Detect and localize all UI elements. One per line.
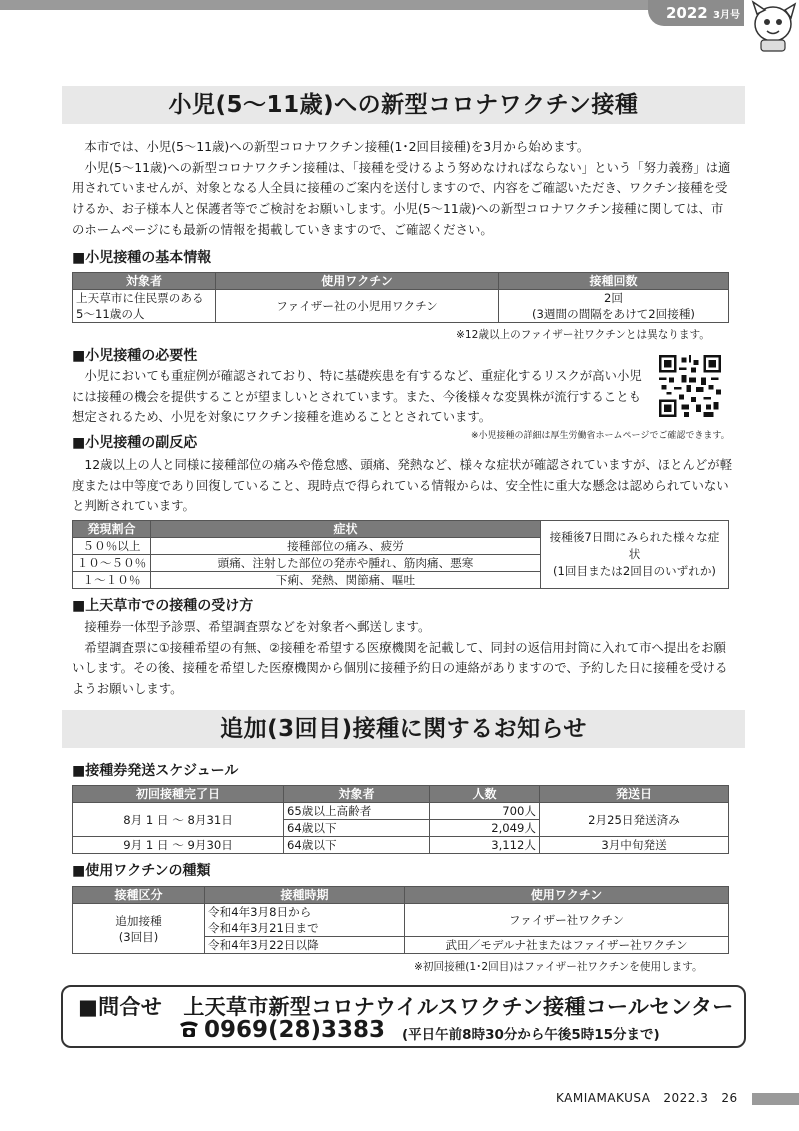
basic-info-table xyxy=(72,272,729,323)
phone-icon xyxy=(178,1019,200,1039)
vaccine-cell: 武田／モデルナ社またはファイザー社ワクチン xyxy=(405,937,729,954)
necessity-heading: ■小児接種の必要性 xyxy=(72,348,198,364)
side-effects-note-cell: 接種後7日間にみられた様々な症状 (1回目または2回目のいずれか) xyxy=(541,521,729,589)
vaccine-cell: ファイザー社ワクチン xyxy=(405,904,729,937)
basic-info-note: ※12歳以上のファイザー社ワクチンとは異なります。 xyxy=(456,329,710,341)
magazine-name: KAMIAMAKUSA xyxy=(556,1091,651,1105)
target-cell: 64歳以下 xyxy=(284,837,430,854)
side-effects-table xyxy=(72,520,729,589)
target-cell: 64歳以下 xyxy=(284,820,430,837)
table-header: 使用ワクチン xyxy=(405,887,729,904)
basic-info-heading: ■小児接種の基本情報 xyxy=(72,250,212,266)
table-header: 症状 xyxy=(151,521,541,538)
rate-cell: １〜１０％ xyxy=(73,572,151,589)
table-header: 接種回数 xyxy=(499,273,729,290)
table-header: 対象者 xyxy=(73,273,216,290)
receive-text: 接種券一体型予診票、希望調査票などを対象者へ郵送します。 希望調査票に①接種希望の有無、②接種を希望する医療機関を記載して、同封の返信用封筒に入れて市へ提出をお願いします。その後、接種を希望した医療機関から個別に接種予約日の連絡がありますので、予約した日に接種を受けるようお願いします。 xyxy=(72,619,728,697)
table-header: 発現割合 xyxy=(73,521,151,538)
vaccine-type-heading: ■使用ワクチンの種類 xyxy=(72,863,211,879)
count-cell: 700人 xyxy=(430,803,540,820)
vaccine-type-note: ※初回接種(1･2回目)はファイザー社ワクチンを使用します。 xyxy=(414,961,703,973)
send-date-cell: 3月中旬発送 xyxy=(540,837,729,854)
contact-title: ■問合せ 上天草市新型コロナウイルスワクチン接種コールセンター xyxy=(78,995,734,1019)
contact-phone: 0969(28)3383 xyxy=(178,1017,385,1043)
symptom-cell: 頭痛、注射した部位の発赤や腫れ、筋肉痛、悪寒 xyxy=(151,555,541,572)
schedule-table xyxy=(72,785,729,854)
target-cell: 上天草市に住民票のある 5〜11歳の人 xyxy=(73,290,216,323)
mascot-icon xyxy=(745,0,799,52)
rate-cell: ５０％以上 xyxy=(73,538,151,555)
necessity-note: ※小児接種の詳細は厚生労働省ホームページでご確認できます。 xyxy=(471,431,730,441)
section-title: 追加(3回目)接種に関するお知らせ xyxy=(62,710,745,748)
table-header: 発送日 xyxy=(540,786,729,803)
issue-label: 2022 3月号 xyxy=(666,4,740,22)
period-cell: 令和4年3月22日以降 xyxy=(205,937,405,954)
symptom-cell: 接種部位の痛み、疲労 xyxy=(151,538,541,555)
period-cell: 令和4年3月8日から 令和4年3月21日まで xyxy=(205,904,405,937)
section-title: 小児(5〜11歳)への新型コロナワクチン接種 xyxy=(62,86,745,124)
qr-code-icon xyxy=(659,355,721,417)
table-header: 接種区分 xyxy=(73,887,205,904)
table-header: 接種時期 xyxy=(205,887,405,904)
issue-date: 2022.3 xyxy=(663,1091,709,1105)
intro-text: 本市では、小児(5〜11歳)への新型コロナワクチン接種(1･2回目接種)を3月から始めます。 小児(5〜11歳)への新型コロナワクチン接種は、「接種を受けるよう努めなければならない」という「努力義務」は適用されていませんが、対象となる人全員に接種のご案内を送付しますので、内容をご確認いただき、ワクチン接種を受けるか、お子様本人と保護者等でご検討をお願いします。小児(5〜11歳)への新型コロナワクチン接種に関しては、市のホームページにも最新の情報を掲載していきますので、ご確認ください。 xyxy=(72,139,731,237)
table-header: 対象者 xyxy=(284,786,430,803)
receive-heading: ■上天草市での接種の受け方 xyxy=(72,598,254,614)
count-cell: 3,112人 xyxy=(430,837,540,854)
table-header: 使用ワクチン xyxy=(216,273,499,290)
rate-cell: １０〜５０％ xyxy=(73,555,151,572)
necessity-text: 小児においても重症例が確認されており、特に基礎疾患を有するなど、重症化するリスクが高い小児には接種の機会を提供することが望ましいとされています。また、今後様々な変異株が流行することも想定されるため、小児を対象にワクチン接種を進めることとされています。 xyxy=(72,368,642,425)
side-effects-heading: ■小児接種の副反応 xyxy=(72,435,198,451)
period-cell: 9月 1 日 〜 9月30日 xyxy=(73,837,284,854)
category-cell: 追加接種 (3回目) xyxy=(73,904,205,954)
table-header: 人数 xyxy=(430,786,540,803)
target-cell: 65歳以上高齢者 xyxy=(284,803,430,820)
table-header: 初回接種完了日 xyxy=(73,786,284,803)
footer xyxy=(556,1091,738,1105)
send-date-cell: 2月25日発送済み xyxy=(540,803,729,837)
schedule-heading: ■接種券発送スケジュール xyxy=(72,763,239,779)
footer-bar xyxy=(752,1093,799,1105)
header-bar xyxy=(0,0,680,10)
vaccine-type-table xyxy=(72,886,729,954)
count-cell: 2回 (3週間の間隔をあけて2回接種) xyxy=(499,290,729,323)
contact-hours: (平日午前8時30分から午後5時15分まで) xyxy=(402,1027,660,1043)
period-cell: 8月 1 日 〜 8月31日 xyxy=(73,803,284,837)
vaccine-cell: ファイザー社の小児用ワクチン xyxy=(216,290,499,323)
page-number: 26 xyxy=(721,1091,738,1105)
count-cell: 2,049人 xyxy=(430,820,540,837)
symptom-cell: 下痢、発熱、関節痛、嘔吐 xyxy=(151,572,541,589)
side-effects-text: 12歳以上の人と同様に接種部位の痛みや倦怠感、頭痛、発熱など、様々な症状が確認されていますが、ほとんどが軽度または中等度であり回復していること、現時点で得られている情報からは、安全性に重大な懸念は認められていないと判断されています。 xyxy=(72,457,733,514)
